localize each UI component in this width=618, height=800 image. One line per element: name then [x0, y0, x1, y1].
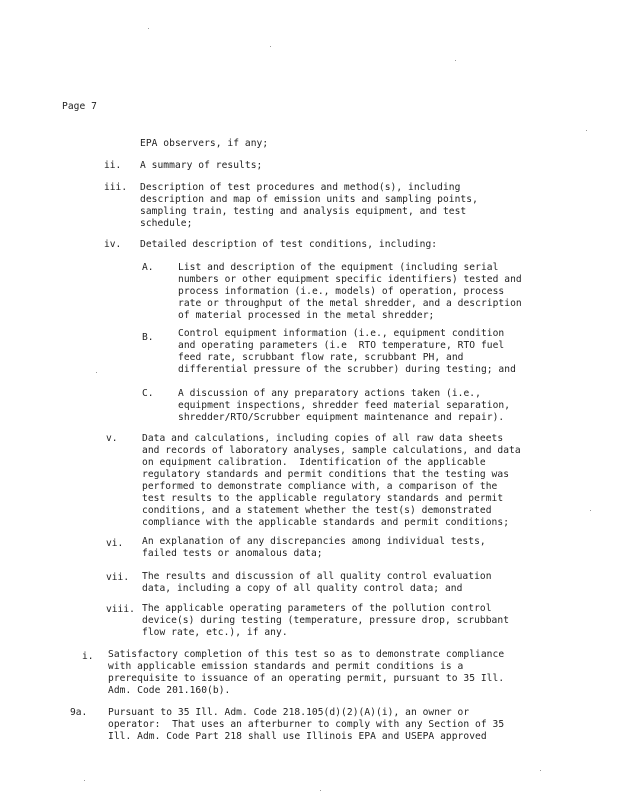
scan-speck [148, 28, 149, 29]
subitem-text: shredder/RTO/Scrubber equipment maintenance and repair). [178, 412, 505, 423]
scan-speck [590, 510, 591, 511]
item-text: The applicable operating parameters of the pollution control [142, 603, 492, 614]
item-text: flow rate, etc.), if any. [142, 627, 288, 638]
paragraph-text: prerequisite to issuance of an operating permit, pursuant to 35 Ill. [108, 673, 505, 684]
paragraph-text: with applicable emission standards and permit conditions is a [108, 661, 464, 672]
subitem-text: numbers or other equipment specific identifiers) tested and [178, 274, 522, 285]
item-text: data, including a copy of all quality control data; and [142, 583, 463, 594]
item-text: test results to the applicable regulatory standards and permit [142, 493, 504, 504]
item-text: An explanation of any discrepancies among individual tests, [142, 536, 486, 547]
item-text: Detailed description of test conditions, including: [140, 239, 438, 250]
subitem-label: C. [142, 388, 154, 399]
paragraph-text: Satisfactory completion of this test so as to demonstrate compliance [108, 649, 505, 660]
item-text: compliance with the applicable standards and permit conditions; [142, 517, 510, 528]
item-label: viii. [106, 604, 135, 615]
item-text: device(s) during testing (temperature, pressure drop, scrubbant [142, 615, 510, 626]
item-text: sampling train, testing and analysis equipment, and test [140, 206, 467, 217]
item-text: regulatory standards and permit conditions that the testing was [142, 469, 510, 480]
item-label: vi. [106, 538, 124, 549]
subitem-text: and operating parameters (i.e RTO temperature, RTO fuel [178, 340, 505, 351]
paragraph-text: Pursuant to 35 Ill. Adm. Code 218.105(d)(2)(A)(i), an owner or [108, 707, 470, 718]
scan-speck [455, 60, 456, 61]
subitem-text: differential pressure of the scrubber) during testing; and [178, 364, 516, 375]
paragraph-text: Ill. Adm. Code Part 218 shall use Illinois EPA and USEPA approved [108, 731, 487, 742]
item-text: Description of test procedures and method(s), including [140, 182, 461, 193]
item-text: and records of laboratory analyses, sample calculations, and data [142, 445, 521, 456]
subitem-text: of material processed in the metal shredder; [178, 310, 435, 321]
scan-speck [84, 780, 85, 781]
item-text: Data and calculations, including copies of all raw data sheets [142, 433, 504, 444]
item-label: v. [106, 433, 118, 444]
paragraph-label: i. [82, 651, 94, 662]
subitem-text: process information (i.e., models) of operation, process [178, 286, 505, 297]
item-label: vii. [106, 572, 130, 583]
item-label: iv. [104, 239, 122, 250]
paragraph-text: operator: That uses an afterburner to comply with any Section of 35 [108, 719, 505, 730]
item-text: performed to demonstrate compliance with, a comparison of the [142, 481, 498, 492]
item-text: conditions, and a statement whether the test(s) demonstrated [142, 505, 492, 516]
item-label: iii. [104, 182, 128, 193]
subitem-text: A discussion of any preparatory actions taken (i.e., [178, 388, 481, 399]
scan-speck [320, 790, 321, 791]
scan-speck [540, 770, 541, 771]
subitem-text: rate or throughput of the metal shredder, and a description [178, 298, 522, 309]
subitem-label: B. [142, 332, 154, 343]
item-label: ii. [104, 160, 122, 171]
paragraph-label: 9a. [70, 707, 88, 718]
item-text: A summary of results; [140, 160, 263, 171]
item-text: schedule; [140, 218, 193, 229]
item-text: on equipment calibration. Identification of the applicable [142, 457, 486, 468]
page-number: Page 7 [62, 101, 97, 112]
item-text: description and map of emission units and sampling points, [140, 194, 478, 205]
subitem-label: A. [142, 262, 154, 273]
item-text: The results and discussion of all quality control evaluation [142, 571, 492, 582]
continuation-text: EPA observers, if any; [140, 138, 269, 149]
item-text: failed tests or anomalous data; [142, 548, 323, 559]
scan-speck [270, 46, 271, 47]
subitem-text: List and description of the equipment (including serial [178, 262, 499, 273]
scan-speck [586, 130, 587, 131]
paragraph-text: Adm. Code 201.160(b). [108, 685, 231, 696]
scan-speck [96, 372, 97, 373]
subitem-text: Control equipment information (i.e., equipment condition [178, 328, 505, 339]
subitem-text: feed rate, scrubbant flow rate, scrubbant PH, and [178, 352, 464, 363]
subitem-text: equipment inspections, shredder feed material separation, [178, 400, 511, 411]
